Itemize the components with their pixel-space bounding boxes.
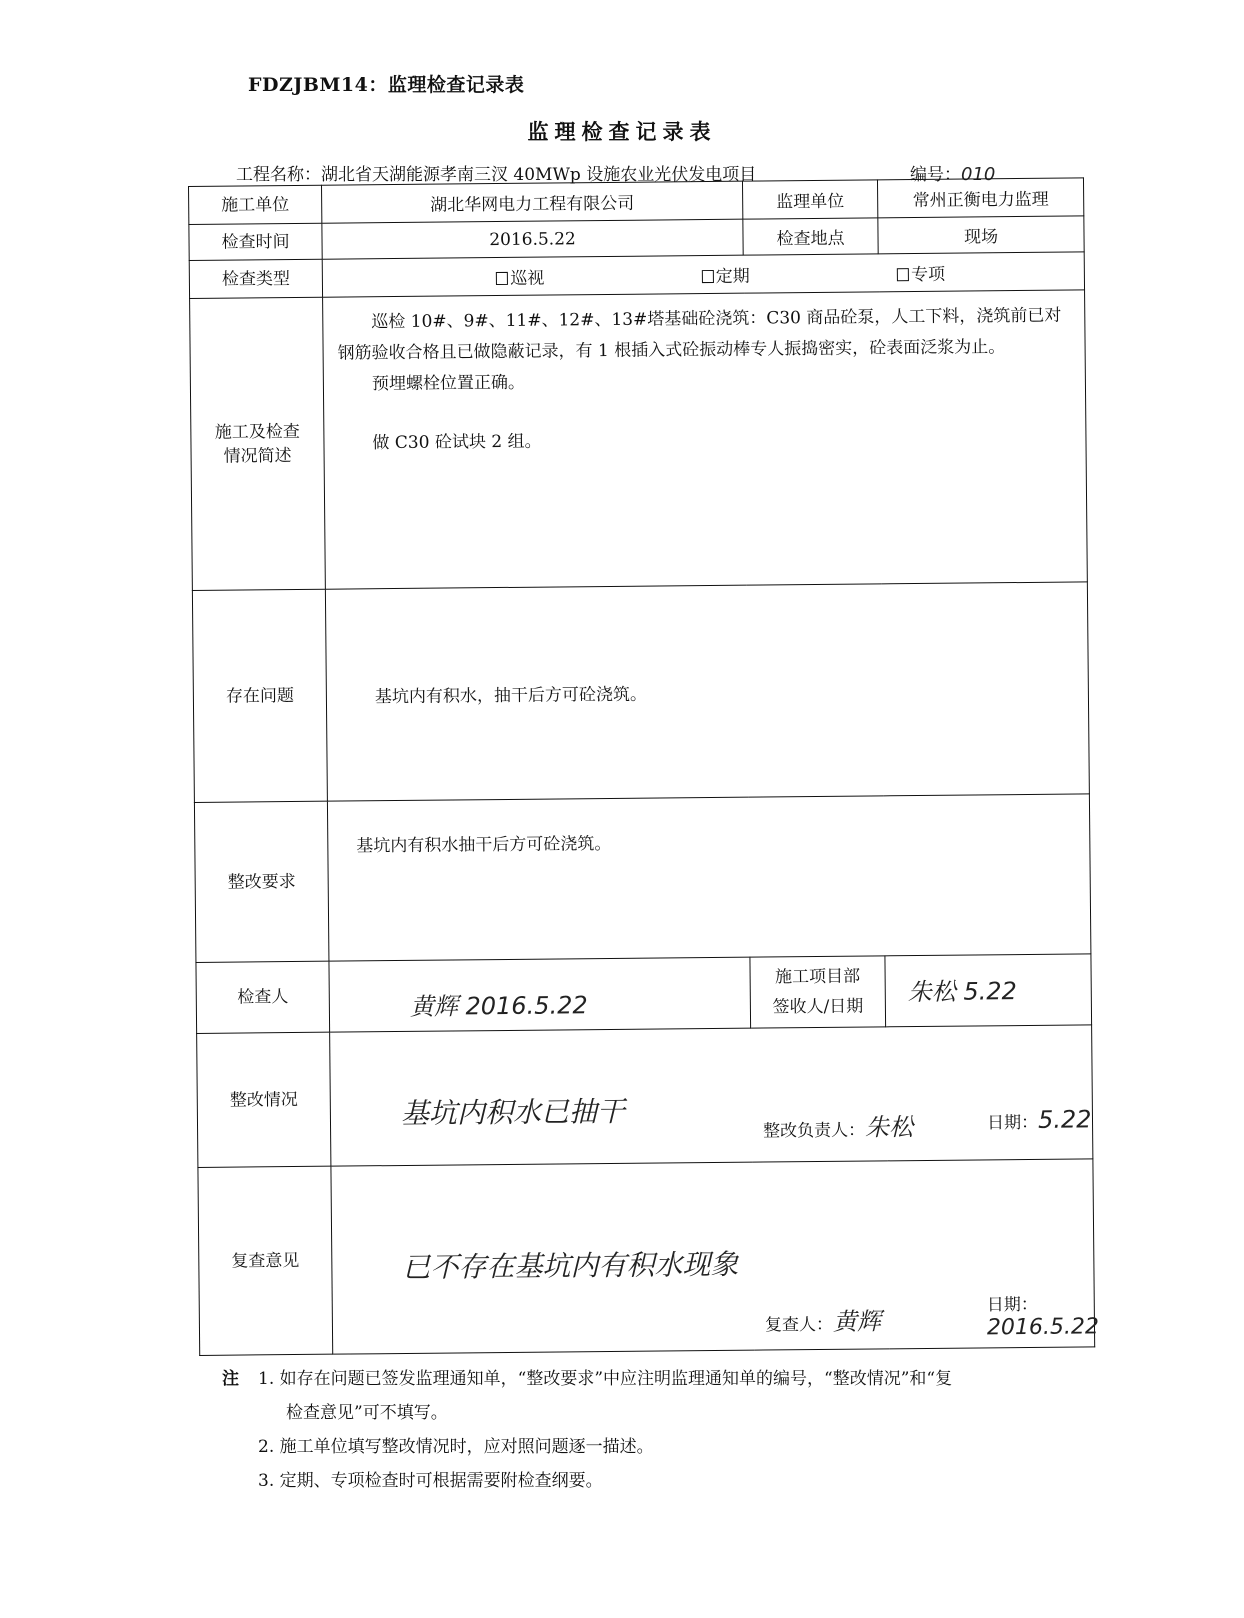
project-name: 湖北省天湖能源孝南三汊 40MWp 设施农业光伏发电项目 — [321, 165, 757, 185]
place-label: 检查地点 — [743, 218, 878, 255]
responsible-signature: 朱松 — [864, 1113, 914, 1142]
situation-label: 施工及检查 情况简述 — [190, 297, 326, 590]
row-situation — [190, 290, 1088, 591]
row-problems — [192, 582, 1089, 803]
receiver-signature: 朱松 5.22 — [907, 977, 1017, 1007]
receiver-signature-cell — [885, 954, 1092, 1027]
requirements-content — [327, 794, 1091, 961]
problems-label: 存在问题 — [192, 589, 327, 802]
review-content — [331, 1159, 1100, 1354]
checkbox-icon — [897, 268, 909, 281]
project-label: 工程名称： — [236, 165, 321, 185]
situation-content — [323, 290, 1088, 589]
place-value: 现场 — [878, 216, 1084, 254]
problems-content — [325, 582, 1089, 801]
note-2: 2. 施工单位填写整改情况时，应对照问题逐一描述。 — [258, 1437, 654, 1457]
situation-para-3: 做 C30 砼试块 2 组。 — [372, 431, 542, 454]
time-label: 检查时间 — [189, 223, 322, 260]
document-title: 监理检查记录表 — [527, 119, 717, 144]
rectification-handwriting: 基坑内积水已抽干 — [400, 1094, 626, 1130]
type-option-periodic: 定期 — [702, 260, 892, 287]
notes-title: 注 — [222, 1369, 239, 1389]
supervisor-value: 常州正衡电力监理 — [877, 178, 1083, 218]
time-value: 2016.5.22 — [322, 219, 743, 259]
inspection-form-table — [188, 177, 1100, 1356]
requirements-label: 整改要求 — [194, 801, 329, 962]
receiver-label: 施工项目部 签收人/日期 — [750, 956, 886, 1028]
rectification-label: 整改情况 — [197, 1032, 331, 1167]
row-review — [198, 1159, 1095, 1356]
requirements-text: 基坑内有积水抽干后方可砼浇筑。 — [356, 833, 612, 857]
situation-para-2: 预埋螺栓位置正确。 — [371, 372, 526, 395]
note-3: 3. 定期、专项检查时可根据需要附检查纲要。 — [258, 1471, 603, 1491]
inspector-signature-cell — [329, 957, 751, 1032]
rectification-content — [330, 1025, 1093, 1166]
reviewer: 复查人：黄辉 — [764, 1307, 882, 1336]
checkbox-icon — [702, 270, 714, 283]
note-1: 1. 如存在问题已签发监理通知单，“整改要求”中应注明监理通知单的编号，“整改情况”和“复 — [258, 1369, 953, 1389]
reviewer-signature: 黄辉 — [832, 1307, 882, 1336]
row-rectification — [197, 1025, 1093, 1168]
review-date-value: 2016.5.22 — [986, 1314, 1100, 1341]
serial-label: 编号： — [910, 165, 961, 185]
row-requirements — [194, 794, 1090, 963]
inspector-signature: 黄辉 2016.5.22 — [409, 991, 588, 1021]
type-label: 检查类型 — [189, 259, 322, 298]
contractor-value: 湖北华网电力工程有限公司 — [321, 181, 742, 223]
notes-section — [222, 1362, 952, 1498]
type-option-patrol: 巡视 — [496, 262, 696, 289]
problems-text: 基坑内有积水，抽干后方可砼浇筑。 — [374, 684, 647, 708]
review-handwriting: 已不存在基坑内有积水现象 — [402, 1247, 739, 1284]
type-option-special: 专项 — [897, 265, 945, 285]
supervisor-label: 监理单位 — [742, 180, 877, 219]
situation-para-1: 巡检 10#、9#、11#、12#、13#塔基础砼浇筑：C30 商品砼泵，人工下料，浇筑前已对钢筋验收合格且已做隐蔽记录，有 1 根插入式砼振动棒专人振捣密实，砼表面泛浆为止。 — [337, 305, 1062, 364]
note-1-cont: 检查意见”可不填写。 — [286, 1403, 448, 1423]
rectification-date-value: 5.22 — [1037, 1105, 1092, 1134]
rectification-responsible: 整改负责人：朱松 — [763, 1113, 914, 1142]
review-label: 复查意见 — [198, 1166, 333, 1355]
checkbox-icon — [496, 272, 508, 285]
document-code: FDZJBM14：监理检查记录表 — [248, 74, 525, 96]
rectification-date: 日期：5.22 — [986, 1105, 1092, 1134]
inspector-label: 检查人 — [196, 961, 330, 1033]
row-inspector — [196, 954, 1092, 1034]
contractor-label: 施工单位 — [189, 185, 322, 224]
review-date: 日期：2016.5.22 — [986, 1294, 1100, 1341]
serial-value: 010 — [961, 164, 996, 185]
